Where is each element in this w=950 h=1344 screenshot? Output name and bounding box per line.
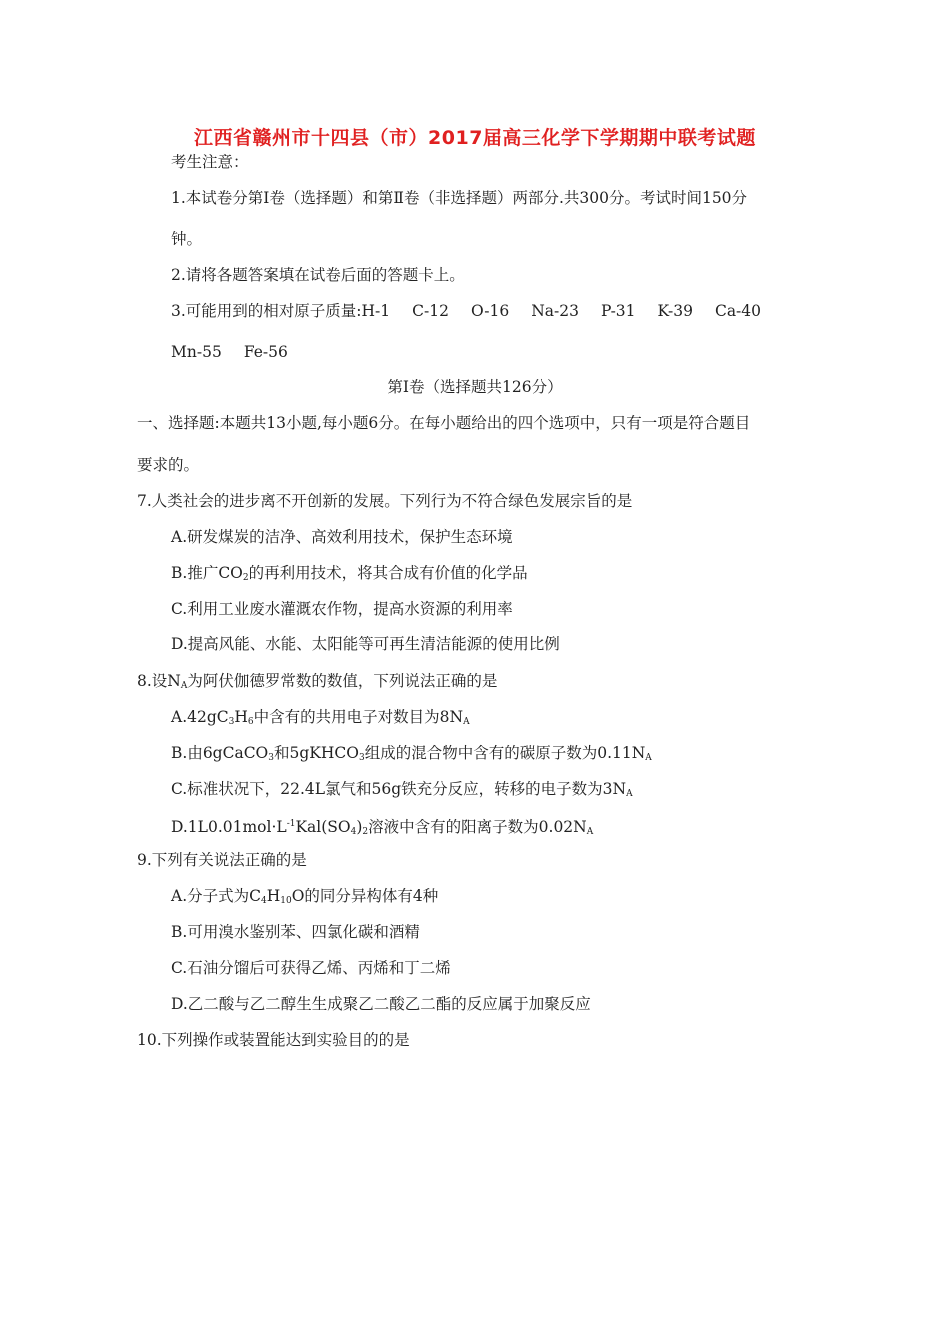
question-9-option-c: C.石油分馏后可获得乙烯、丙烯和丁二烯	[171, 959, 451, 977]
question-9-option-b: B.可用溴水鉴别苯、四氯化碳和酒精	[171, 923, 420, 941]
section-title: 第Ⅰ卷（选择题共126分）	[387, 378, 563, 396]
atom-mass: O-16	[470, 302, 510, 320]
question-9-stem: 9.下列有关说法正确的是	[137, 851, 307, 869]
question-8-stem: 8.设$N_A$为阿伏伽德罗常数的数值，下列说法正确的是	[137, 672, 498, 691]
question-8-option-c: C.标准状况下，22.4L氯气和56g铁充分反应，转移的电子数为$3N_A$	[171, 780, 633, 799]
notice-item-2: 2.请将各题答案填在试卷后面的答题卡上。	[171, 266, 465, 284]
notice-item-3	[171, 301, 783, 321]
atom-mass: Na-23	[531, 302, 579, 320]
notice-heading: 考生注意：	[171, 153, 249, 171]
notice-item-3-cont	[171, 342, 310, 362]
atom-mass: K-39	[657, 302, 693, 320]
question-9-option-d: D.乙二酸与乙二醇生生成聚乙二酸乙二酯的反应属于加聚反应	[171, 995, 591, 1013]
atom-mass: Ca-40	[714, 302, 762, 320]
question-7-option-a: A.研发煤炭的洁净、高效利用技术，保护生态环境	[171, 528, 513, 546]
question-7-option-b: B.推广$CO_2$的再利用技术，将其合成有价值的化学品	[171, 564, 528, 583]
atom-mass: C-12	[412, 302, 449, 320]
question-7-option-c: C.利用工业废水灌溉农作物，提高水资源的利用率	[171, 600, 513, 618]
notice-item-1-cont: 钟。	[171, 230, 203, 248]
question-7-stem: 7.人类社会的进步离不开创新的发展。下列行为不符合绿色发展宗旨的是	[137, 492, 633, 510]
atom-mass: Fe-56	[243, 343, 288, 361]
section-intro: 一、选择题:本题共13小题,每小题6分。在每小题给出的四个选项中，只有一项是符合题目	[137, 414, 751, 432]
atom-mass: P-31	[600, 302, 636, 320]
question-8-option-d: $D.1L0.01mol\cdot L^{-1}Kal(SO_4)_2$溶液中含有的阳离子数为$0.02N_A$	[171, 818, 594, 837]
question-8-option-b: B.由6gCaCO$_3$和5gKHCO$_3$组成的混合物中含有的碳原子数为$0.11N_A$	[171, 744, 652, 763]
notice-item-3-label: 3.可能用到的相对原子质量:	[171, 302, 362, 320]
page-title: 江西省赣州市十四县（市）2017届高三化学下学期期中联考试题	[194, 127, 756, 149]
question-9-option-a: A.分子式为$C_4H_{10}O$的同分异构体有4种	[171, 887, 439, 906]
section-intro-cont: 要求的。	[137, 456, 200, 474]
question-10-stem: 10.下列操作或装置能达到实验目的的是	[137, 1031, 410, 1049]
question-7-option-d: D.提高风能、水能、太阳能等可再生清洁能源的使用比例	[171, 635, 560, 653]
notice-item-1: 1.本试卷分第Ⅰ卷（选择题）和第Ⅱ卷（非选择题）两部分.共300分。考试时间150分	[171, 189, 748, 207]
atom-mass: H-1	[361, 302, 391, 320]
question-8-option-a: $A.42gC_3H_6$中含有的共用电子对数目为$8N_A$	[171, 708, 470, 727]
atom-mass: Mn-55	[171, 343, 222, 361]
